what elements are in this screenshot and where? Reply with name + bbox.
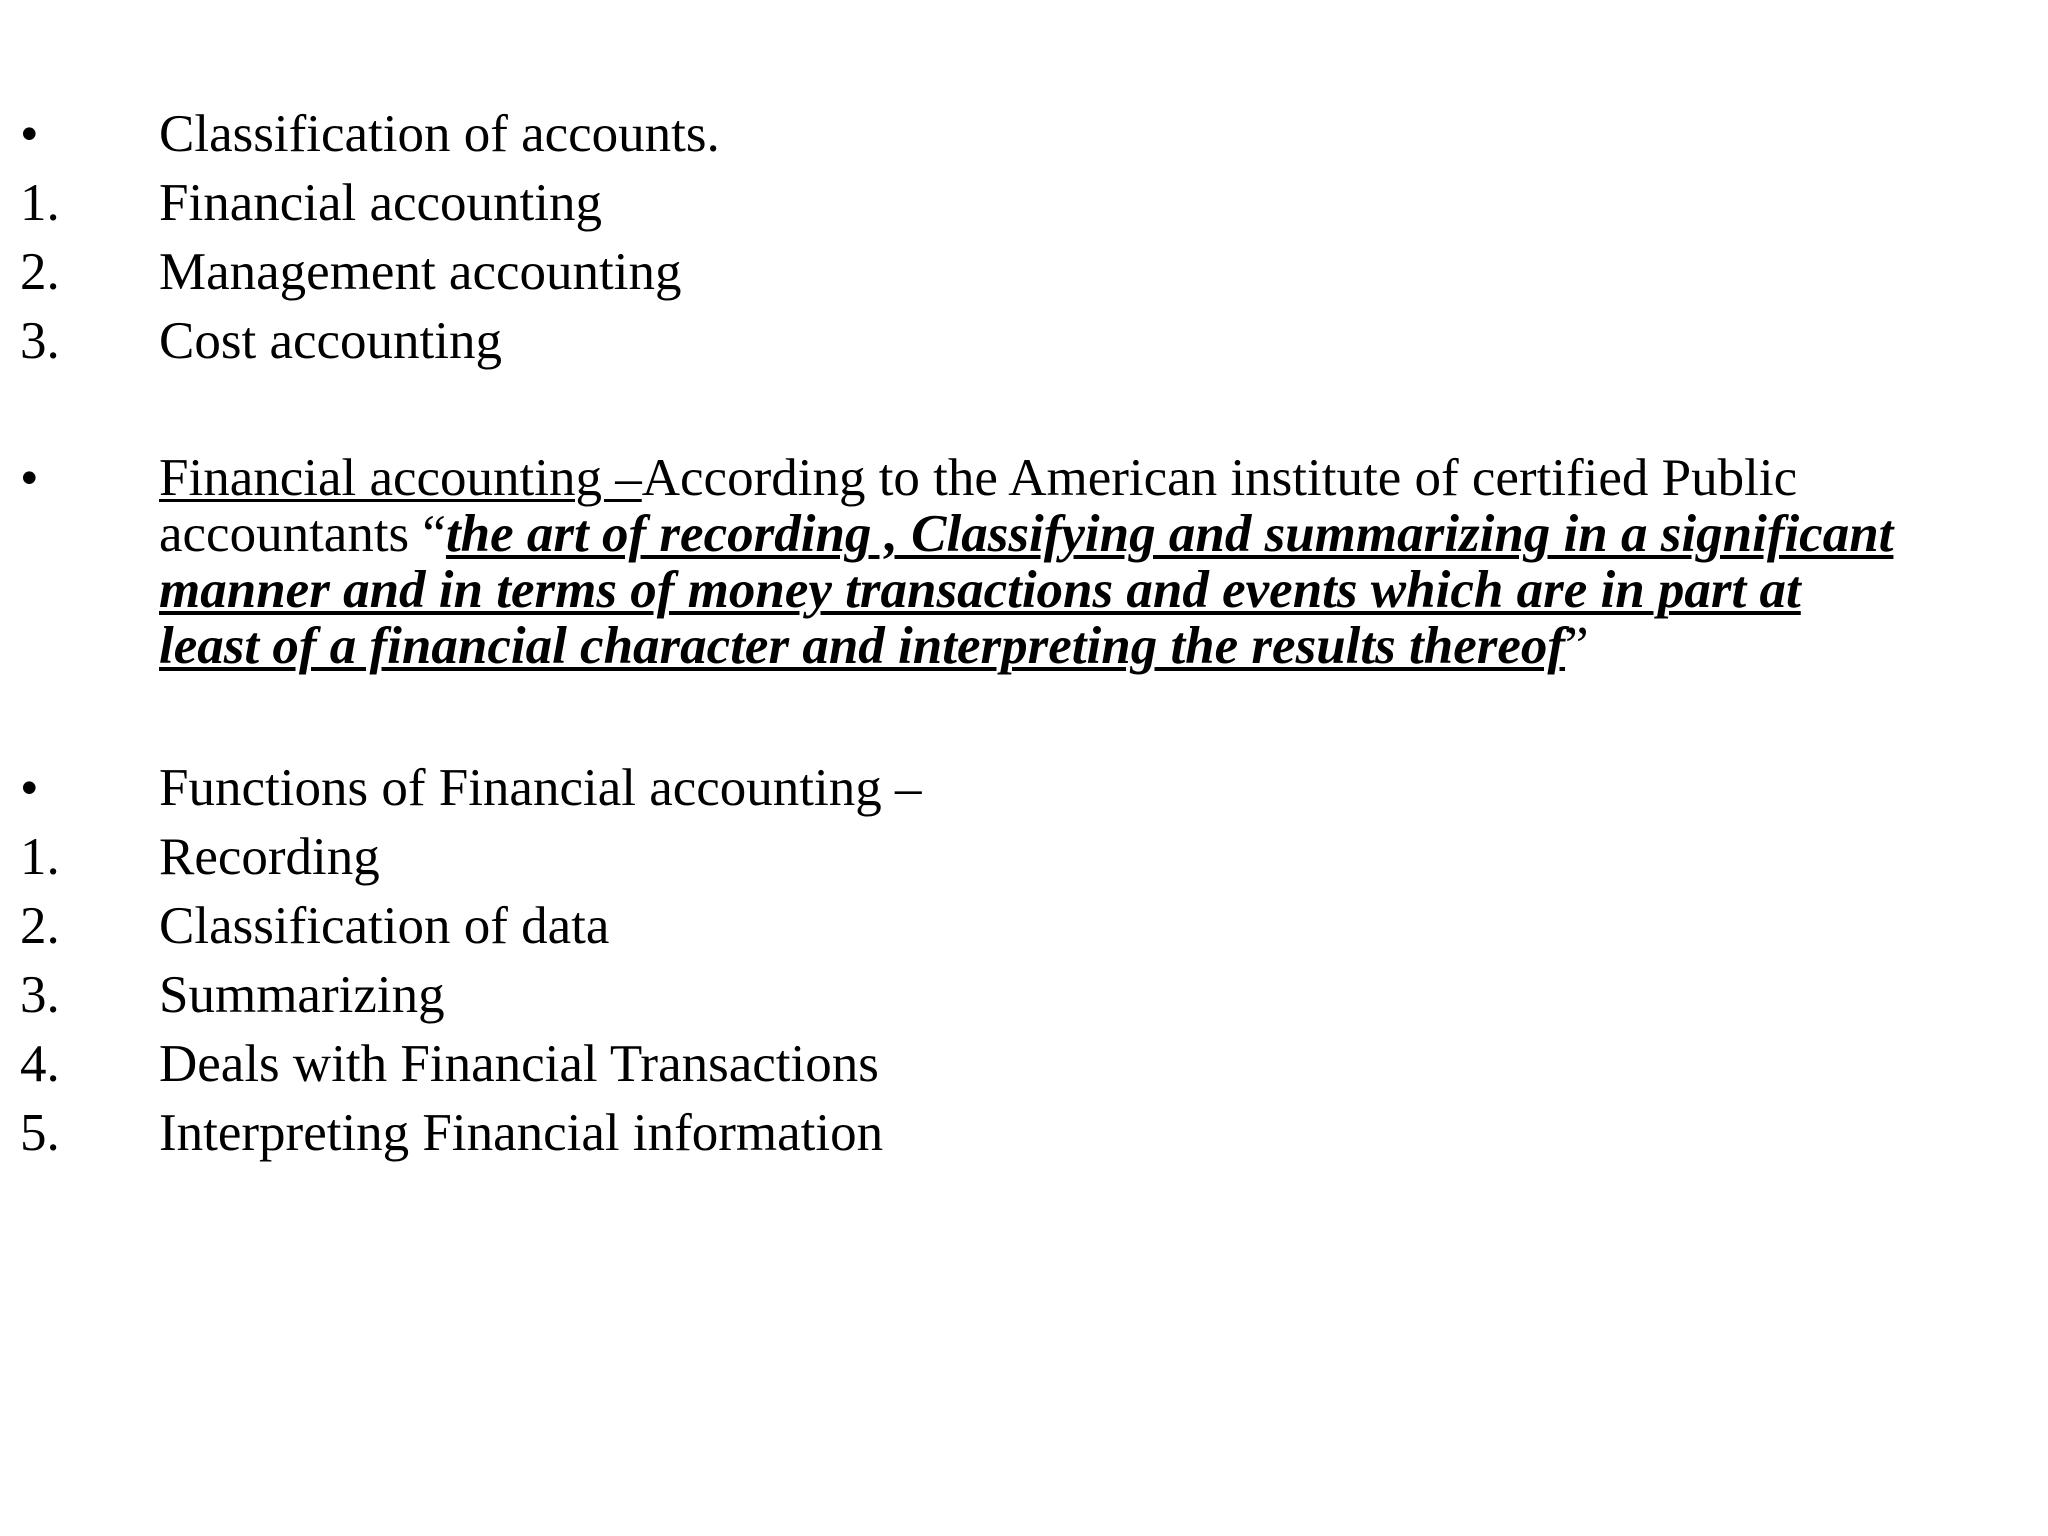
bullet: • [20, 759, 39, 817]
definition-close-quote: ” [1565, 617, 1589, 675]
list-number: 3. [20, 966, 60, 1024]
list-item-text: Interpreting Financial information [159, 1104, 884, 1162]
classification-heading: Classification of accounts. [159, 105, 720, 163]
bullet: • [20, 105, 39, 163]
definition-quote-line-1: the art of recording , Classifying and summarizing in a significant [445, 505, 1894, 563]
list-number: 1. [20, 828, 60, 886]
definition-line-4 [159, 618, 2044, 674]
list-item-text: Management accounting [159, 243, 682, 301]
list-item-text: Deals with Financial Transactions [159, 1035, 879, 1093]
list-item-text: Cost accounting [159, 312, 502, 370]
definition-line-1 [159, 450, 2044, 506]
definition-accountants: accountants “ [159, 505, 446, 563]
list-item-text: Classification of data [159, 897, 610, 955]
definition-line-2 [159, 506, 2044, 562]
list-item-text: Financial accounting [159, 174, 602, 232]
list-number: 4. [20, 1035, 60, 1093]
definition-quote-line-2: manner and in terms of money transactions and events which are in part at [159, 561, 1801, 619]
definition-paragraph [159, 450, 2044, 674]
list-number: 3. [20, 312, 60, 370]
functions-heading: Functions of Financial accounting – [159, 759, 922, 817]
list-item-text: Summarizing [159, 966, 445, 1024]
definition-lead: According to the American institute of certified Public [641, 449, 1798, 507]
definition-term: Financial accounting – [159, 449, 642, 507]
list-number: 2. [20, 243, 60, 301]
list-number: 5. [20, 1104, 60, 1162]
definition-line-3 [159, 562, 2044, 618]
list-number: 1. [20, 174, 60, 232]
list-number: 2. [20, 897, 60, 955]
list-item-text: Recording [159, 828, 380, 886]
bullet: • [20, 449, 39, 507]
definition-quote-line-3: least of a financial character and interpreting the results thereof [159, 617, 1566, 675]
